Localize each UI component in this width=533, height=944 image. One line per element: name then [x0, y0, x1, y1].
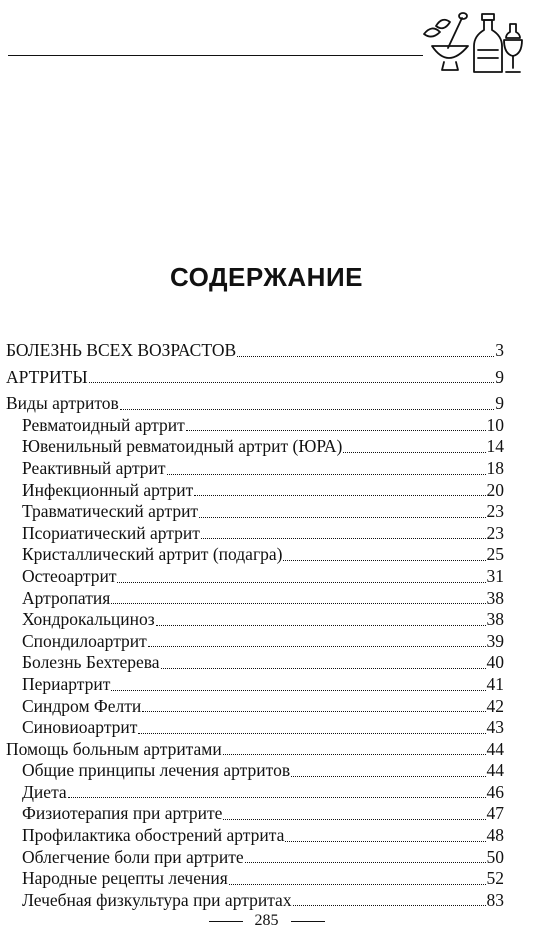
toc-entry-page: 25 [486, 544, 504, 565]
toc-entry-label: Диета [22, 781, 67, 802]
toc-entry-label: Общие принципы лечения артритов [22, 760, 291, 781]
toc-entry-label: Реактивный артрит [22, 457, 166, 478]
page-title: СОДЕРЖАНИЕ [170, 262, 363, 292]
toc-dot-leader [199, 516, 485, 518]
header-rule [8, 55, 423, 56]
toc-entry-label: Ювенильный ревматоидный артрит (ЮРА) [22, 436, 343, 457]
toc-entry [6, 340, 504, 362]
toc-dot-leader [89, 381, 495, 383]
page-number: 285 [254, 912, 279, 929]
toc-entry [6, 415, 504, 437]
toc-entry-page: 23 [486, 501, 504, 522]
toc-entry-page: 41 [486, 673, 504, 694]
toc-entry-label: Народные рецепты лечения [22, 868, 228, 889]
toc-entry-label: Кристаллический артрит (подагра) [22, 544, 283, 565]
toc-entry-page: 38 [486, 587, 504, 608]
toc-entry [6, 458, 504, 480]
toc-entry [6, 393, 504, 415]
toc-dot-leader [291, 775, 485, 777]
toc-entry [6, 588, 504, 610]
toc-entry [6, 739, 504, 761]
toc-entry-label: БОЛЕЗНЬ ВСЕХ ВОЗРАСТОВ [6, 340, 237, 360]
toc-dot-leader [111, 602, 485, 604]
toc-entry-label: Синовиоартрит [22, 717, 138, 738]
toc-entry [6, 631, 504, 653]
toc-entry-page: 39 [486, 630, 504, 651]
toc-entry-page: 40 [486, 652, 504, 673]
mortar-and-bottles-icon [418, 10, 528, 78]
toc-entry [6, 760, 504, 782]
toc-entry [6, 523, 504, 545]
toc-dot-leader [117, 581, 485, 583]
toc-entry-page: 44 [486, 738, 504, 759]
toc-entry-label: Физиотерапия при артрите [22, 803, 223, 824]
toc-entry [6, 480, 504, 502]
toc-entry-label: Травматический артрит [22, 501, 199, 522]
toc-entry-label: Лечебная физкультура при артритах [22, 889, 292, 910]
toc-entry-label: Помощь больным артритами [6, 738, 222, 759]
toc-dot-leader [156, 624, 486, 626]
page-footer [0, 912, 533, 930]
toc-entry-label: Спондилоартрит [22, 630, 147, 651]
toc-entry-label: Периартрит [22, 673, 111, 694]
toc-entry-page: 10 [486, 414, 504, 435]
toc-entry [6, 868, 504, 890]
toc-dot-leader [201, 537, 486, 539]
toc-dot-leader [223, 753, 486, 755]
toc-entry [6, 367, 504, 389]
footer-dash-right [291, 921, 325, 922]
toc-entry-label: Синдром Фелти [22, 695, 142, 716]
toc-entry [6, 674, 504, 696]
toc-dot-leader [343, 451, 485, 453]
toc-entry-label: Болезнь Бехтерева [22, 652, 160, 673]
toc-entry [6, 890, 504, 912]
toc-entry-page: 31 [486, 565, 504, 586]
toc-entry [6, 847, 504, 869]
toc-entry-label: Хондрокальциноз [22, 609, 155, 630]
toc-dot-leader [194, 494, 485, 496]
toc-entry-label: Облегчение боли при артрите [22, 846, 244, 867]
toc-dot-leader [161, 667, 486, 669]
toc-entry-page: 14 [486, 436, 504, 457]
toc-entry-label: Артропатия [22, 587, 111, 608]
toc-dot-leader [283, 559, 485, 561]
toc-entry-page: 50 [486, 846, 504, 867]
toc-entry [6, 782, 504, 804]
toc-dot-leader [111, 689, 485, 691]
toc-dot-leader [229, 883, 486, 885]
toc-entry-page: 48 [486, 825, 504, 846]
toc-dot-leader [293, 904, 486, 906]
toc-entry-page: 43 [486, 717, 504, 738]
footer-dash-left [209, 921, 243, 922]
toc-dot-leader [68, 796, 486, 798]
toc-dot-leader [186, 429, 486, 431]
table-of-contents [6, 340, 504, 911]
toc-entry-page: 9 [495, 366, 504, 387]
toc-entry [6, 825, 504, 847]
toc-entry [6, 652, 504, 674]
toc-entry [6, 717, 504, 739]
toc-dot-leader [142, 710, 485, 712]
toc-dot-leader [285, 840, 485, 842]
toc-entry [6, 436, 504, 458]
toc-entry-page: 9 [495, 393, 504, 414]
toc-dot-leader [120, 408, 494, 410]
toc-entry [6, 803, 504, 825]
toc-entry [6, 501, 504, 523]
toc-dot-leader [245, 861, 486, 863]
toc-entry-page: 46 [486, 781, 504, 802]
toc-entry-label: Псориатический артрит [22, 522, 200, 543]
toc-entry-page: 38 [486, 609, 504, 630]
toc-entry-label: Виды артритов [6, 393, 119, 414]
toc-entry-page: 83 [486, 889, 504, 910]
toc-entry-page: 42 [486, 695, 504, 716]
toc-entry-page: 44 [486, 760, 504, 781]
toc-dot-leader [138, 732, 485, 734]
toc-entry-page: 18 [486, 457, 504, 478]
toc-entry [6, 566, 504, 588]
toc-entry-label: Остеоартрит [22, 565, 117, 586]
toc-entry-page: 20 [486, 479, 504, 500]
toc-entry [6, 696, 504, 718]
toc-entry-page: 47 [486, 803, 504, 824]
toc-dot-leader [237, 355, 494, 357]
toc-entry-label: АРТРИТЫ [6, 366, 88, 387]
toc-dot-leader [223, 818, 485, 820]
toc-entry-page: 52 [486, 868, 504, 889]
toc-entry-label: Инфекционный артрит [22, 479, 194, 500]
toc-entry [6, 609, 504, 631]
toc-entry [6, 544, 504, 566]
toc-entry-label: Ревматоидный артрит [22, 414, 185, 435]
toc-entry-page: 3 [495, 340, 504, 360]
toc-dot-leader [148, 645, 486, 647]
toc-entry-page: 23 [486, 522, 504, 543]
toc-entry-label: Профилактика обострений артрита [22, 825, 285, 846]
toc-dot-leader [167, 473, 486, 475]
